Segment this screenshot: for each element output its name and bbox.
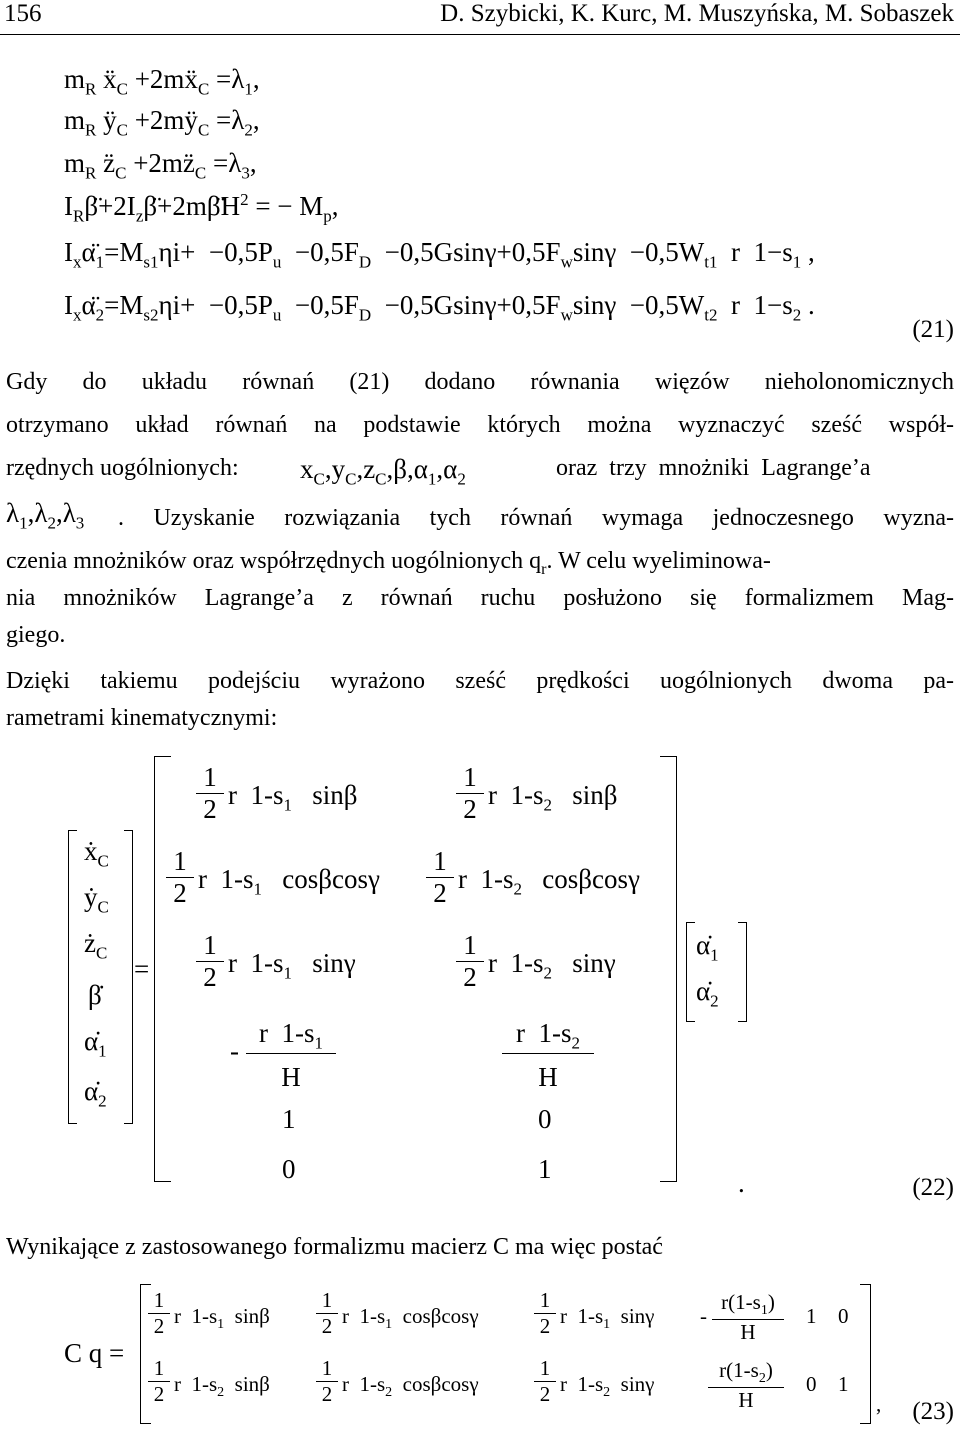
para1-line-5: czenia mnożników oraz współrzędnych uogólnionych $q_r$. W celu wyeliminowa- — [6, 548, 771, 578]
matrix23-bracket-right — [860, 1284, 871, 1424]
m22-r4c1-minus: - — [230, 1036, 239, 1066]
m23-r2c6: 1 — [838, 1372, 849, 1396]
m23-r2c2-text: r $1-s_2$ cosβcosγ — [342, 1372, 479, 1401]
eq-21-line-3: $m_R$ $z̈_C$ $+2mz̈_C =\lambda_3$, — [64, 148, 257, 183]
lhs-zdot: $ż_C$ — [84, 928, 108, 963]
para1-line-1: Gdy do układu równań (21) dodano równania więzów nieholonomicznych — [6, 369, 954, 395]
para1-line-7: giego. — [6, 622, 66, 648]
eq-21-line-5: $I_x\alphä_1=M_{s1}\eta i+ -0,5P_u -0,5F_D -0,5Gsin\gamma+0,5F_w\sin\gamma -0,5W_{t1}$ r $1-s_1$ , — [64, 237, 815, 272]
matrix-bracket-right — [660, 756, 677, 1182]
m22-r2c2-frac: 1 2 — [426, 846, 454, 909]
m23-r1c6: 0 — [838, 1304, 849, 1328]
m22-r1c2-frac: 1 2 — [456, 762, 484, 825]
m22-r2c1-text: r $1-s_1$ cosβcosγ — [198, 864, 380, 899]
rhs-bracket-right — [738, 922, 747, 1022]
m23-r2c1-text: r $1-s_2$ sinβ — [174, 1372, 270, 1401]
m22-r4c2-frac: r $1-s_2$ H — [502, 1018, 594, 1093]
m22-r1c1-text: r $1-s_1$ sinβ — [228, 780, 358, 815]
m23-r1c1-frac: 1 2 — [148, 1288, 170, 1339]
m23-r2c4-frac: $r(1-s_2)$ H — [708, 1358, 784, 1413]
lhs-alpha1dot: $\alphȧ_1$ — [84, 1026, 107, 1061]
equation-number-22: (22) — [912, 1174, 954, 1201]
page-number: 156 — [4, 0, 42, 27]
header-rule — [0, 34, 960, 35]
rhs-alpha2dot: $\alphȧ_2$ — [696, 976, 719, 1011]
para1-line-3b: oraz trzy mnożniki Lagrange’a — [556, 455, 871, 481]
running-header-authors: D. Szybicki, K. Kurc, M. Muszyńska, M. Sobaszek — [440, 0, 954, 27]
m23-r2c1-frac: 1 2 — [148, 1356, 170, 1407]
rhs-alpha1dot: $\alphȧ_1$ — [696, 930, 719, 965]
m23-r1c3-text: r $1-s_1$ sinγ — [560, 1304, 655, 1333]
m22-r1c1-frac: 1 2 — [196, 762, 224, 825]
lhs-betadot: β̇ — [88, 980, 102, 1010]
lhs-xdot: ẋ$_C$ — [84, 836, 109, 871]
m22-r6c1: 0 — [282, 1154, 296, 1184]
m23-r2c3-frac: 1 2 — [534, 1356, 556, 1407]
m22-r3c1-text: r $1-s_1$ sinγ — [228, 948, 356, 983]
para1-line-9: rametrami kinematycznymi: — [6, 705, 278, 731]
eq22-period: . — [738, 1168, 745, 1198]
lhs-alpha2dot: $\alphȧ_2$ — [84, 1076, 107, 1111]
lhs-ydot: ẏ$_C$ — [84, 882, 109, 917]
para1-line-6: nia mnożników Lagrange’a z równań ruchu posłużono się formalizmem Mag- — [6, 585, 954, 611]
matrix-bracket-left — [154, 756, 171, 1182]
m23-r1c2-frac: 1 2 — [316, 1288, 338, 1339]
eq-21-line-1: $m_R$ ẍ$_C$ +2mẍ$_C$ $=\lambda_1$, — [64, 64, 260, 99]
eq-21-line-2: $m_R$ $ÿ_C$ $+2mÿ_C =\lambda_2$, — [64, 105, 260, 140]
equation-number-21: (21) — [912, 316, 954, 343]
m23-r1c4-frac: $r(1-s_1)$ H — [712, 1290, 784, 1345]
para1-line-3a: rzędnych uogólnionych: — [6, 455, 239, 481]
m23-r1c1-text: r $1-s_1$ sinβ — [174, 1304, 270, 1333]
m22-r6c2: 1 — [538, 1154, 552, 1184]
lhs-bracket-right — [124, 830, 133, 1124]
m22-r5c2: 0 — [538, 1104, 552, 1134]
paragraph-2: Wynikające z zastosowanego formalizmu macierz C ma więc postać — [6, 1234, 663, 1260]
para1-line-8: Dzięki takiemu podejściu wyrażono sześć prędkości uogólnionych dwoma pa- — [6, 668, 954, 694]
rhs-bracket-left — [686, 922, 695, 1022]
m23-r1c3-frac: 1 2 — [534, 1288, 556, 1339]
m22-r2c2-text: r $1-s_2$ cosβcosγ — [458, 864, 640, 899]
eq23-comma: , — [876, 1392, 882, 1416]
lhs-bracket-left — [68, 830, 77, 1124]
m22-r4c1-frac: r $1-s_1$ H — [246, 1018, 336, 1093]
generalized-coordinates: $x_C,y_C,z_C,\beta,\alpha_1,\alpha_2$ — [300, 454, 466, 489]
eq23-lhs: C q = — [64, 1338, 125, 1368]
lagrange-multipliers: $\lambda_1,\lambda_2,\lambda_3$ — [6, 498, 85, 533]
m23-r2c3-text: r $1-s_2$ sinγ — [560, 1372, 655, 1401]
m22-r3c1-frac: 1 2 — [196, 930, 224, 993]
m22-r2c1-frac: 1 2 — [166, 846, 194, 909]
eq-21-line-4: $I_R\betä+2I_z\betä+2m\betäH^2$ = − $M_p$, — [64, 190, 339, 226]
para1-line-2: otrzymano układ równań na podstawie których można wyznaczyć sześć współ- — [6, 412, 954, 438]
para1-line-4: . Uzyskanie rozwiązania tych równań wymaga jednoczesnego wyzna- — [118, 505, 954, 531]
equation-number-23: (23) — [912, 1398, 954, 1425]
m23-r2c5: 0 — [806, 1372, 817, 1396]
eq-21-line-6: $I_x\alphä_2=M_{s2}\eta i+ -0,5P_u -0,5F_D -0,5Gsin\gamma+0,5F_w\sin\gamma -0,5W_{t2}$ r $1-s_2$ . — [64, 290, 815, 325]
m22-r5c1: 1 — [282, 1104, 296, 1134]
m22-r1c2-text: r $1-s_2$ sinβ — [488, 780, 618, 815]
m22-r3c2-frac: 1 2 — [456, 930, 484, 993]
equals-sign: = — [134, 954, 150, 984]
m22-r3c2-text: r $1-s_2$ sinγ — [488, 948, 616, 983]
m23-r1c4-minus: - — [700, 1304, 707, 1328]
m23-r1c2-text: r $1-s_1$ cosβcosγ — [342, 1304, 479, 1333]
m23-r1c5: 1 — [806, 1304, 817, 1328]
m23-r2c2-frac: 1 2 — [316, 1356, 338, 1407]
